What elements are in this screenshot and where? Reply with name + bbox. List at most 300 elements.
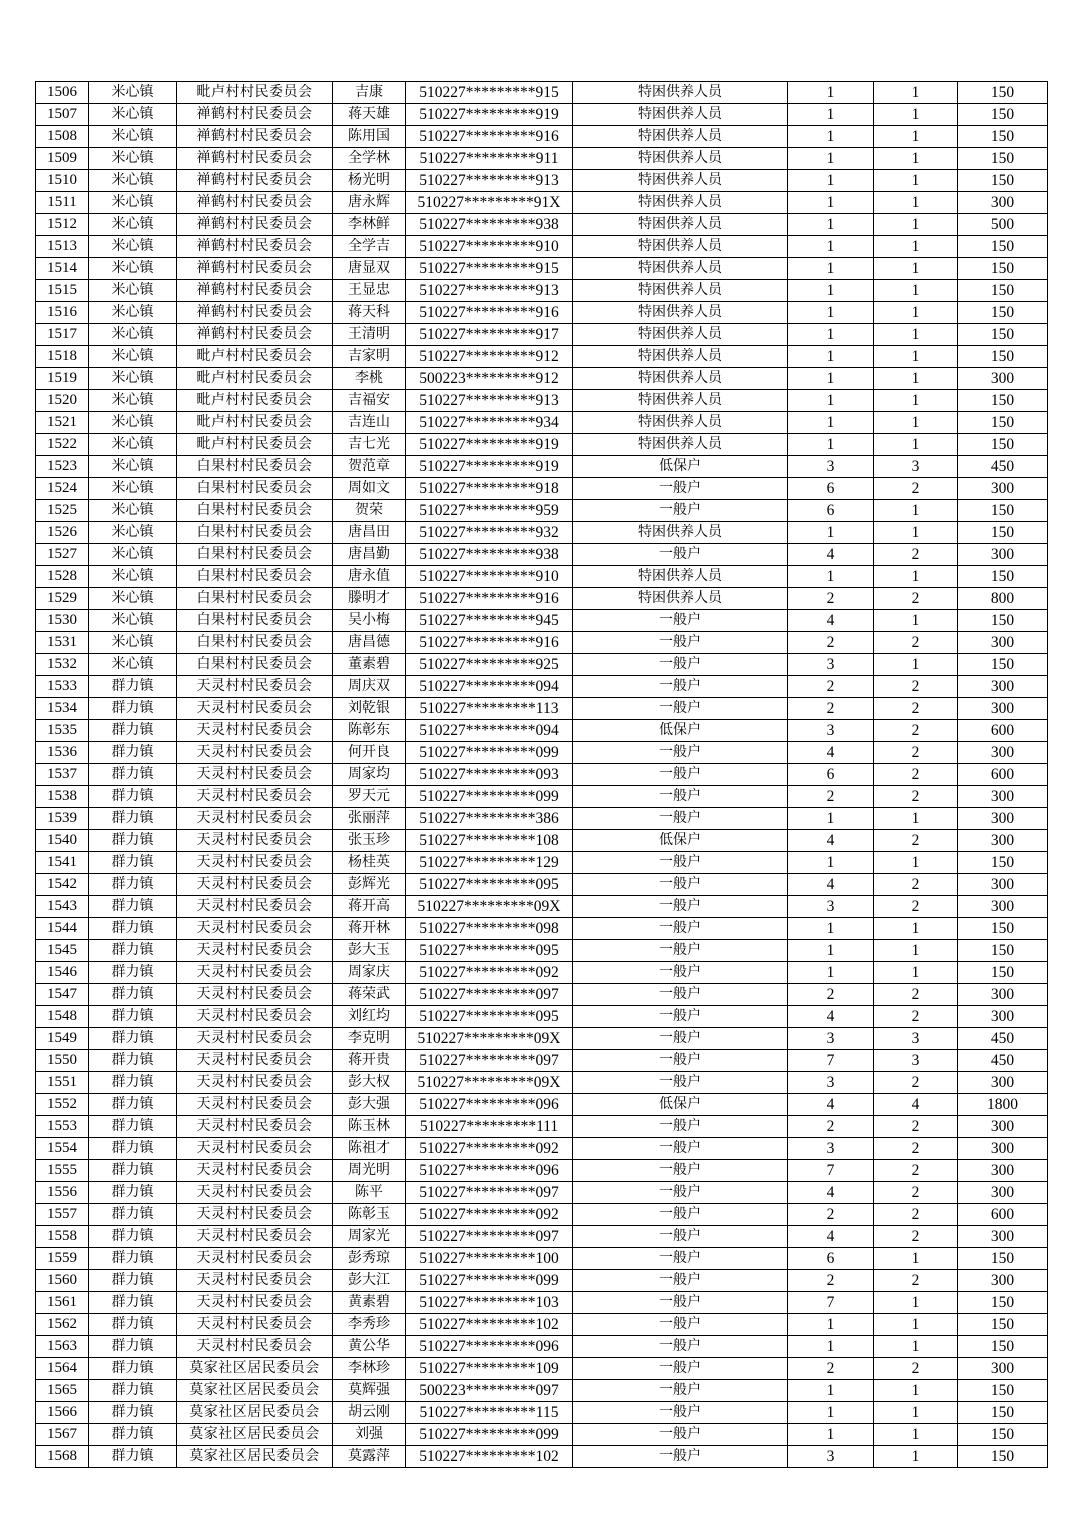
town-cell: 群力镇 xyxy=(89,1116,177,1138)
village-cell: 天灵村村民委员会 xyxy=(177,1116,333,1138)
village-cell: 白果村村民委员会 xyxy=(177,566,333,588)
amount-cell: 500 xyxy=(958,214,1048,236)
village-cell: 天灵村村民委员会 xyxy=(177,984,333,1006)
id-number-cell: 510227*********09X xyxy=(406,1072,573,1094)
covered-members-cell: 4 xyxy=(874,1094,958,1116)
town-cell: 米心镇 xyxy=(89,610,177,632)
name-cell: 张丽萍 xyxy=(333,808,406,830)
village-cell: 天灵村村民委员会 xyxy=(177,698,333,720)
name-cell: 王显忠 xyxy=(333,280,406,302)
id-number-cell: 510227*********129 xyxy=(406,852,573,874)
town-cell: 米心镇 xyxy=(89,588,177,610)
household-type-cell: 一般户 xyxy=(573,1248,788,1270)
name-cell: 彭大江 xyxy=(333,1270,406,1292)
amount-cell: 300 xyxy=(958,544,1048,566)
household-type-cell: 一般户 xyxy=(573,1006,788,1028)
row-number: 1516 xyxy=(36,302,89,324)
id-number-cell: 510227*********916 xyxy=(406,302,573,324)
id-number-cell: 510227*********097 xyxy=(406,984,573,1006)
household-type-cell: 一般户 xyxy=(573,698,788,720)
covered-members-cell: 1 xyxy=(874,236,958,258)
amount-cell: 150 xyxy=(958,148,1048,170)
row-number: 1568 xyxy=(36,1446,89,1468)
town-cell: 米心镇 xyxy=(89,390,177,412)
household-type-cell: 低保户 xyxy=(573,720,788,742)
household-type-cell: 特困供养人员 xyxy=(573,82,788,104)
covered-members-cell: 2 xyxy=(874,478,958,500)
row-number: 1564 xyxy=(36,1358,89,1380)
household-type-cell: 一般户 xyxy=(573,1402,788,1424)
row-number: 1540 xyxy=(36,830,89,852)
amount-cell: 450 xyxy=(958,1050,1048,1072)
id-number-cell: 510227*********097 xyxy=(406,1050,573,1072)
table-row xyxy=(36,896,1048,918)
name-cell: 彭大强 xyxy=(333,1094,406,1116)
household-type-cell: 一般户 xyxy=(573,1028,788,1050)
amount-cell: 150 xyxy=(958,236,1048,258)
id-number-cell: 510227*********915 xyxy=(406,258,573,280)
row-number: 1550 xyxy=(36,1050,89,1072)
id-number-cell: 510227*********097 xyxy=(406,1182,573,1204)
village-cell: 天灵村村民委员会 xyxy=(177,874,333,896)
village-cell: 天灵村村民委员会 xyxy=(177,1292,333,1314)
amount-cell: 150 xyxy=(958,280,1048,302)
village-cell: 禅鹤村村民委员会 xyxy=(177,258,333,280)
row-number: 1506 xyxy=(36,82,89,104)
name-cell: 全学林 xyxy=(333,148,406,170)
table-row xyxy=(36,302,1048,324)
amount-cell: 150 xyxy=(958,412,1048,434)
town-cell: 米心镇 xyxy=(89,654,177,676)
covered-members-cell: 2 xyxy=(874,698,958,720)
name-cell: 周家均 xyxy=(333,764,406,786)
household-type-cell: 特困供养人员 xyxy=(573,368,788,390)
household-type-cell: 特困供养人员 xyxy=(573,258,788,280)
amount-cell: 300 xyxy=(958,984,1048,1006)
table-row xyxy=(36,874,1048,896)
family-members-cell: 3 xyxy=(788,1446,874,1468)
row-number: 1520 xyxy=(36,390,89,412)
id-number-cell: 510227*********911 xyxy=(406,148,573,170)
covered-members-cell: 1 xyxy=(874,82,958,104)
row-number: 1549 xyxy=(36,1028,89,1050)
family-members-cell: 2 xyxy=(788,786,874,808)
town-cell: 米心镇 xyxy=(89,104,177,126)
town-cell: 群力镇 xyxy=(89,1248,177,1270)
name-cell: 陈祖才 xyxy=(333,1138,406,1160)
town-cell: 群力镇 xyxy=(89,698,177,720)
row-number: 1558 xyxy=(36,1226,89,1248)
table-row xyxy=(36,1094,1048,1116)
amount-cell: 800 xyxy=(958,588,1048,610)
household-type-cell: 一般户 xyxy=(573,478,788,500)
row-number: 1566 xyxy=(36,1402,89,1424)
name-cell: 张玉珍 xyxy=(333,830,406,852)
village-cell: 天灵村村民委员会 xyxy=(177,1204,333,1226)
id-number-cell: 510227*********108 xyxy=(406,830,573,852)
amount-cell: 300 xyxy=(958,1358,1048,1380)
village-cell: 天灵村村民委员会 xyxy=(177,1226,333,1248)
table-row xyxy=(36,170,1048,192)
town-cell: 群力镇 xyxy=(89,1270,177,1292)
table-row xyxy=(36,830,1048,852)
id-number-cell: 510227*********097 xyxy=(406,1226,573,1248)
row-number: 1519 xyxy=(36,368,89,390)
village-cell: 毗卢村村民委员会 xyxy=(177,82,333,104)
amount-cell: 150 xyxy=(958,1402,1048,1424)
table-row xyxy=(36,786,1048,808)
name-cell: 蒋开高 xyxy=(333,896,406,918)
row-number: 1561 xyxy=(36,1292,89,1314)
id-number-cell: 510227*********919 xyxy=(406,104,573,126)
table-row xyxy=(36,456,1048,478)
row-number: 1512 xyxy=(36,214,89,236)
name-cell: 胡云刚 xyxy=(333,1402,406,1424)
village-cell: 莫家社区居民委员会 xyxy=(177,1446,333,1468)
amount-cell: 300 xyxy=(958,698,1048,720)
family-members-cell: 3 xyxy=(788,720,874,742)
covered-members-cell: 1 xyxy=(874,258,958,280)
id-number-cell: 510227*********099 xyxy=(406,742,573,764)
village-cell: 天灵村村民委员会 xyxy=(177,1336,333,1358)
amount-cell: 600 xyxy=(958,1204,1048,1226)
row-number: 1543 xyxy=(36,896,89,918)
village-cell: 禅鹤村村民委员会 xyxy=(177,170,333,192)
covered-members-cell: 1 xyxy=(874,1336,958,1358)
table-row xyxy=(36,236,1048,258)
household-type-cell: 一般户 xyxy=(573,1204,788,1226)
row-number: 1541 xyxy=(36,852,89,874)
table-row xyxy=(36,566,1048,588)
household-type-cell: 一般户 xyxy=(573,896,788,918)
id-number-cell: 510227*********913 xyxy=(406,170,573,192)
row-number: 1538 xyxy=(36,786,89,808)
amount-cell: 300 xyxy=(958,1072,1048,1094)
covered-members-cell: 1 xyxy=(874,1314,958,1336)
covered-members-cell: 1 xyxy=(874,346,958,368)
id-number-cell: 510227*********096 xyxy=(406,1094,573,1116)
table-row xyxy=(36,1424,1048,1446)
table-row xyxy=(36,720,1048,742)
id-number-cell: 510227*********093 xyxy=(406,764,573,786)
name-cell: 彭辉光 xyxy=(333,874,406,896)
row-number: 1531 xyxy=(36,632,89,654)
row-number: 1517 xyxy=(36,324,89,346)
table-row xyxy=(36,1292,1048,1314)
id-number-cell: 510227*********910 xyxy=(406,236,573,258)
family-members-cell: 1 xyxy=(788,1336,874,1358)
town-cell: 群力镇 xyxy=(89,1160,177,1182)
table-row xyxy=(36,280,1048,302)
id-number-cell: 510227*********916 xyxy=(406,126,573,148)
town-cell: 群力镇 xyxy=(89,1204,177,1226)
name-cell: 李秀珍 xyxy=(333,1314,406,1336)
table-row xyxy=(36,500,1048,522)
town-cell: 米心镇 xyxy=(89,126,177,148)
household-type-cell: 特困供养人员 xyxy=(573,390,788,412)
id-number-cell: 510227*********91X xyxy=(406,192,573,214)
covered-members-cell: 1 xyxy=(874,302,958,324)
name-cell: 唐显双 xyxy=(333,258,406,280)
name-cell: 陈玉林 xyxy=(333,1116,406,1138)
covered-members-cell: 1 xyxy=(874,148,958,170)
village-cell: 天灵村村民委员会 xyxy=(177,1160,333,1182)
village-cell: 天灵村村民委员会 xyxy=(177,1314,333,1336)
household-type-cell: 一般户 xyxy=(573,1138,788,1160)
id-number-cell: 510227*********917 xyxy=(406,324,573,346)
row-number: 1534 xyxy=(36,698,89,720)
id-number-cell: 510227*********092 xyxy=(406,1204,573,1226)
table-row xyxy=(36,940,1048,962)
table-row xyxy=(36,610,1048,632)
town-cell: 群力镇 xyxy=(89,1424,177,1446)
row-number: 1562 xyxy=(36,1314,89,1336)
village-cell: 白果村村民委员会 xyxy=(177,610,333,632)
name-cell: 黄公华 xyxy=(333,1336,406,1358)
family-members-cell: 1 xyxy=(788,104,874,126)
village-cell: 天灵村村民委员会 xyxy=(177,1270,333,1292)
village-cell: 天灵村村民委员会 xyxy=(177,1094,333,1116)
amount-cell: 300 xyxy=(958,1138,1048,1160)
town-cell: 群力镇 xyxy=(89,962,177,984)
town-cell: 米心镇 xyxy=(89,368,177,390)
family-members-cell: 3 xyxy=(788,654,874,676)
row-number: 1555 xyxy=(36,1160,89,1182)
name-cell: 何开良 xyxy=(333,742,406,764)
village-cell: 天灵村村民委员会 xyxy=(177,830,333,852)
household-type-cell: 特困供养人员 xyxy=(573,148,788,170)
family-members-cell: 2 xyxy=(788,632,874,654)
amount-cell: 300 xyxy=(958,786,1048,808)
town-cell: 米心镇 xyxy=(89,236,177,258)
covered-members-cell: 1 xyxy=(874,1380,958,1402)
covered-members-cell: 1 xyxy=(874,522,958,544)
id-number-cell: 510227*********918 xyxy=(406,478,573,500)
id-number-cell: 510227*********092 xyxy=(406,1138,573,1160)
table-row xyxy=(36,1446,1048,1468)
name-cell: 周家庆 xyxy=(333,962,406,984)
id-number-cell: 510227*********919 xyxy=(406,456,573,478)
town-cell: 群力镇 xyxy=(89,830,177,852)
village-cell: 白果村村民委员会 xyxy=(177,544,333,566)
family-members-cell: 4 xyxy=(788,1006,874,1028)
amount-cell: 300 xyxy=(958,478,1048,500)
town-cell: 群力镇 xyxy=(89,1138,177,1160)
row-number: 1527 xyxy=(36,544,89,566)
town-cell: 群力镇 xyxy=(89,1358,177,1380)
household-type-cell: 特困供养人员 xyxy=(573,434,788,456)
amount-cell: 300 xyxy=(958,1182,1048,1204)
amount-cell: 150 xyxy=(958,566,1048,588)
household-type-cell: 低保户 xyxy=(573,1094,788,1116)
covered-members-cell: 1 xyxy=(874,500,958,522)
table-row xyxy=(36,412,1048,434)
covered-members-cell: 2 xyxy=(874,984,958,1006)
name-cell: 唐昌勤 xyxy=(333,544,406,566)
covered-members-cell: 1 xyxy=(874,192,958,214)
covered-members-cell: 2 xyxy=(874,1204,958,1226)
family-members-cell: 1 xyxy=(788,324,874,346)
town-cell: 群力镇 xyxy=(89,1336,177,1358)
village-cell: 白果村村民委员会 xyxy=(177,522,333,544)
village-cell: 天灵村村民委员会 xyxy=(177,918,333,940)
family-members-cell: 1 xyxy=(788,918,874,940)
family-members-cell: 1 xyxy=(788,522,874,544)
amount-cell: 300 xyxy=(958,192,1048,214)
town-cell: 米心镇 xyxy=(89,500,177,522)
town-cell: 群力镇 xyxy=(89,1402,177,1424)
id-number-cell: 510227*********102 xyxy=(406,1446,573,1468)
amount-cell: 150 xyxy=(958,390,1048,412)
family-members-cell: 1 xyxy=(788,852,874,874)
row-number: 1567 xyxy=(36,1424,89,1446)
village-cell: 白果村村民委员会 xyxy=(177,588,333,610)
household-type-cell: 一般户 xyxy=(573,1160,788,1182)
household-type-cell: 一般户 xyxy=(573,1446,788,1468)
row-number: 1535 xyxy=(36,720,89,742)
table-row xyxy=(36,698,1048,720)
household-type-cell: 一般户 xyxy=(573,1116,788,1138)
household-type-cell: 一般户 xyxy=(573,1072,788,1094)
id-number-cell: 510227*********932 xyxy=(406,522,573,544)
town-cell: 群力镇 xyxy=(89,808,177,830)
name-cell: 周光明 xyxy=(333,1160,406,1182)
row-number: 1507 xyxy=(36,104,89,126)
amount-cell: 150 xyxy=(958,522,1048,544)
household-type-cell: 一般户 xyxy=(573,808,788,830)
table-row xyxy=(36,192,1048,214)
covered-members-cell: 2 xyxy=(874,676,958,698)
amount-cell: 300 xyxy=(958,896,1048,918)
name-cell: 吉福安 xyxy=(333,390,406,412)
name-cell: 贺范章 xyxy=(333,456,406,478)
village-cell: 莫家社区居民委员会 xyxy=(177,1402,333,1424)
covered-members-cell: 1 xyxy=(874,852,958,874)
amount-cell: 150 xyxy=(958,1336,1048,1358)
name-cell: 蒋天雄 xyxy=(333,104,406,126)
name-cell: 刘乾银 xyxy=(333,698,406,720)
village-cell: 天灵村村民委员会 xyxy=(177,1248,333,1270)
name-cell: 周家光 xyxy=(333,1226,406,1248)
covered-members-cell: 1 xyxy=(874,654,958,676)
row-number: 1553 xyxy=(36,1116,89,1138)
covered-members-cell: 1 xyxy=(874,324,958,346)
family-members-cell: 2 xyxy=(788,698,874,720)
village-cell: 禅鹤村村民委员会 xyxy=(177,280,333,302)
id-number-cell: 510227*********915 xyxy=(406,82,573,104)
name-cell: 唐昌德 xyxy=(333,632,406,654)
name-cell: 贺荣 xyxy=(333,500,406,522)
amount-cell: 300 xyxy=(958,830,1048,852)
town-cell: 群力镇 xyxy=(89,940,177,962)
amount-cell: 300 xyxy=(958,632,1048,654)
id-number-cell: 510227*********099 xyxy=(406,1270,573,1292)
id-number-cell: 510227*********912 xyxy=(406,346,573,368)
covered-members-cell: 2 xyxy=(874,1072,958,1094)
row-number: 1524 xyxy=(36,478,89,500)
id-number-cell: 500223*********097 xyxy=(406,1380,573,1402)
village-cell: 毗卢村村民委员会 xyxy=(177,434,333,456)
table-row xyxy=(36,1248,1048,1270)
amount-cell: 150 xyxy=(958,1292,1048,1314)
covered-members-cell: 2 xyxy=(874,1358,958,1380)
covered-members-cell: 1 xyxy=(874,1292,958,1314)
family-members-cell: 2 xyxy=(788,1358,874,1380)
table-row xyxy=(36,1204,1048,1226)
amount-cell: 600 xyxy=(958,764,1048,786)
amount-cell: 300 xyxy=(958,1160,1048,1182)
name-cell: 王清明 xyxy=(333,324,406,346)
name-cell: 罗天元 xyxy=(333,786,406,808)
id-number-cell: 510227*********109 xyxy=(406,1358,573,1380)
amount-cell: 150 xyxy=(958,1446,1048,1468)
family-members-cell: 4 xyxy=(788,610,874,632)
family-members-cell: 4 xyxy=(788,1182,874,1204)
village-cell: 天灵村村民委员会 xyxy=(177,896,333,918)
id-number-cell: 510227*********099 xyxy=(406,1424,573,1446)
relief-roster-table xyxy=(35,81,1048,1468)
village-cell: 天灵村村民委员会 xyxy=(177,808,333,830)
family-members-cell: 1 xyxy=(788,390,874,412)
household-type-cell: 一般户 xyxy=(573,1270,788,1292)
covered-members-cell: 1 xyxy=(874,170,958,192)
row-number: 1542 xyxy=(36,874,89,896)
village-cell: 白果村村民委员会 xyxy=(177,500,333,522)
family-members-cell: 2 xyxy=(788,588,874,610)
table-row xyxy=(36,434,1048,456)
family-members-cell: 6 xyxy=(788,500,874,522)
table-row xyxy=(36,346,1048,368)
table-row xyxy=(36,1006,1048,1028)
family-members-cell: 1 xyxy=(788,1402,874,1424)
household-type-cell: 一般户 xyxy=(573,500,788,522)
table-row xyxy=(36,1380,1048,1402)
covered-members-cell: 2 xyxy=(874,1116,958,1138)
amount-cell: 300 xyxy=(958,368,1048,390)
id-number-cell: 510227*********913 xyxy=(406,390,573,412)
table-row xyxy=(36,390,1048,412)
row-number: 1537 xyxy=(36,764,89,786)
covered-members-cell: 2 xyxy=(874,742,958,764)
village-cell: 天灵村村民委员会 xyxy=(177,676,333,698)
table-row xyxy=(36,984,1048,1006)
id-number-cell: 510227*********096 xyxy=(406,1160,573,1182)
town-cell: 米心镇 xyxy=(89,632,177,654)
town-cell: 群力镇 xyxy=(89,918,177,940)
covered-members-cell: 1 xyxy=(874,214,958,236)
name-cell: 吉康 xyxy=(333,82,406,104)
family-members-cell: 1 xyxy=(788,170,874,192)
village-cell: 天灵村村民委员会 xyxy=(177,962,333,984)
amount-cell: 150 xyxy=(958,1424,1048,1446)
covered-members-cell: 1 xyxy=(874,1248,958,1270)
amount-cell: 150 xyxy=(958,104,1048,126)
table-row xyxy=(36,1116,1048,1138)
table-row xyxy=(36,148,1048,170)
family-members-cell: 1 xyxy=(788,302,874,324)
town-cell: 群力镇 xyxy=(89,1094,177,1116)
household-type-cell: 一般户 xyxy=(573,742,788,764)
amount-cell: 150 xyxy=(958,610,1048,632)
household-type-cell: 一般户 xyxy=(573,1226,788,1248)
town-cell: 群力镇 xyxy=(89,1380,177,1402)
amount-cell: 150 xyxy=(958,170,1048,192)
table-row xyxy=(36,742,1048,764)
name-cell: 蒋天科 xyxy=(333,302,406,324)
row-number: 1521 xyxy=(36,412,89,434)
table-row xyxy=(36,368,1048,390)
family-members-cell: 1 xyxy=(788,566,874,588)
